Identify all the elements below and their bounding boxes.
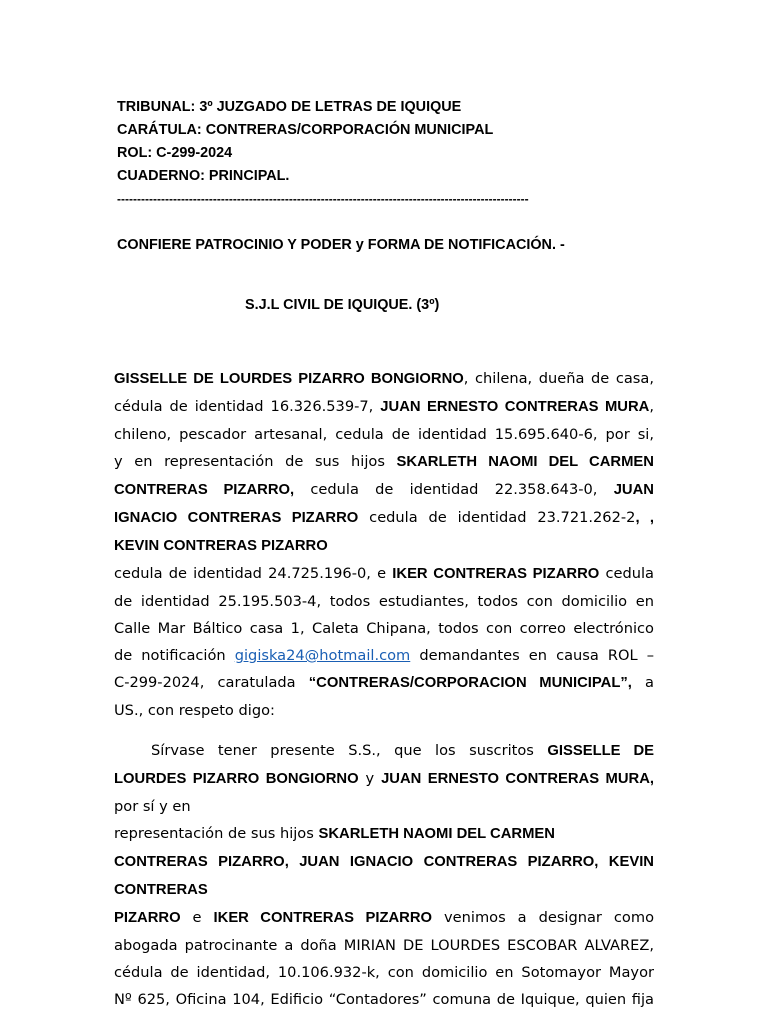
body-line: Nº 625, Oficina 104, Edificio “Contadores” comuna de Iquique, quien fija	[114, 991, 654, 1008]
body-line: cedula de identidad 24.725.196-0, e IKER CONTRERAS PIZARRO cedula	[114, 565, 654, 582]
body-line: CONTRERAS PIZARRO, cedula de identidad 22.358.643-0, JUAN	[114, 481, 654, 498]
document-title: CONFIERE PATROCINIO Y PODER y FORMA DE NOTIFICACIÓN. -	[117, 237, 565, 253]
body-line: CONTRERAS	[114, 882, 208, 898]
rol-line: ROL: C-299-2024	[117, 145, 233, 161]
court-addressee: S.J.L CIVIL DE IQUIQUE. (3º)	[245, 297, 440, 313]
separator-line: -------------------------------------------------------------------------------------------------------	[117, 192, 529, 206]
body-line: Sírvase tener presente S.S., que los suscritos GISSELLE DE	[151, 742, 654, 759]
caratula-line: CARÁTULA: CONTRERAS/CORPORACIÓN MUNICIPAL	[117, 122, 494, 138]
body-line: representación de sus hijos SKARLETH NAOMI DEL CARMEN	[114, 825, 555, 842]
body-line: KEVIN CONTRERAS PIZARRO	[114, 538, 328, 554]
paragraph-appearance	[114, 365, 654, 724]
cuaderno-line: CUADERNO: PRINCIPAL.	[117, 168, 290, 184]
body-line: C-299-2024, caratulada “CONTRERAS/CORPORACION MUNICIPAL”, a	[114, 674, 654, 691]
case-header	[117, 96, 493, 188]
body-line: por sí y en	[114, 798, 191, 815]
body-line: cédula de identidad 16.326.539-7, JUAN ERNESTO CONTRERAS MURA,	[114, 398, 654, 415]
body-line: US., con respeto digo:	[114, 702, 275, 719]
body-line: PIZARRO e IKER CONTRERAS PIZARRO venimos a designar como	[114, 909, 654, 926]
body-line: IGNACIO CONTRERAS PIZARRO cedula de identidad 23.721.262-2, ,	[114, 509, 655, 526]
body-line: de identidad 25.195.503-4, todos estudiantes, todos con domicilio en	[114, 593, 654, 610]
body-line: y en representación de sus hijos SKARLETH NAOMI DEL CARMEN	[114, 453, 654, 470]
email-link[interactable]: gigiska24@hotmail.com	[234, 647, 411, 664]
tribunal-line: TRIBUNAL: 3º JUZGADO DE LETRAS DE IQUIQUE	[117, 99, 462, 115]
body-line: de notificación gigiska24@hotmail.com demandantes en causa ROL –	[114, 647, 655, 664]
body-line: Calle Mar Báltico casa 1, Caleta Chipana, todos con correo electrónico	[114, 620, 654, 637]
body-line: abogada patrocinante a doña MIRIAN DE LOURDES ESCOBAR ALVAREZ,	[114, 937, 654, 954]
body-line: cédula de identidad, 10.106.932-k, con domicilio en Sotomayor Mayor	[114, 964, 654, 981]
body-line: GISSELLE DE LOURDES PIZARRO BONGIORNO, chilena, dueña de casa,	[114, 370, 654, 387]
body-line: CONTRERAS PIZARRO, JUAN IGNACIO CONTRERAS PIZARRO, KEVIN	[114, 854, 654, 870]
body-line: LOURDES PIZARRO BONGIORNO y JUAN ERNESTO CONTRERAS MURA,	[114, 770, 654, 787]
body-line: chileno, pescador artesanal, cedula de identidad 15.695.640-6, por si,	[114, 426, 654, 443]
paragraph-designation	[114, 737, 654, 1013]
